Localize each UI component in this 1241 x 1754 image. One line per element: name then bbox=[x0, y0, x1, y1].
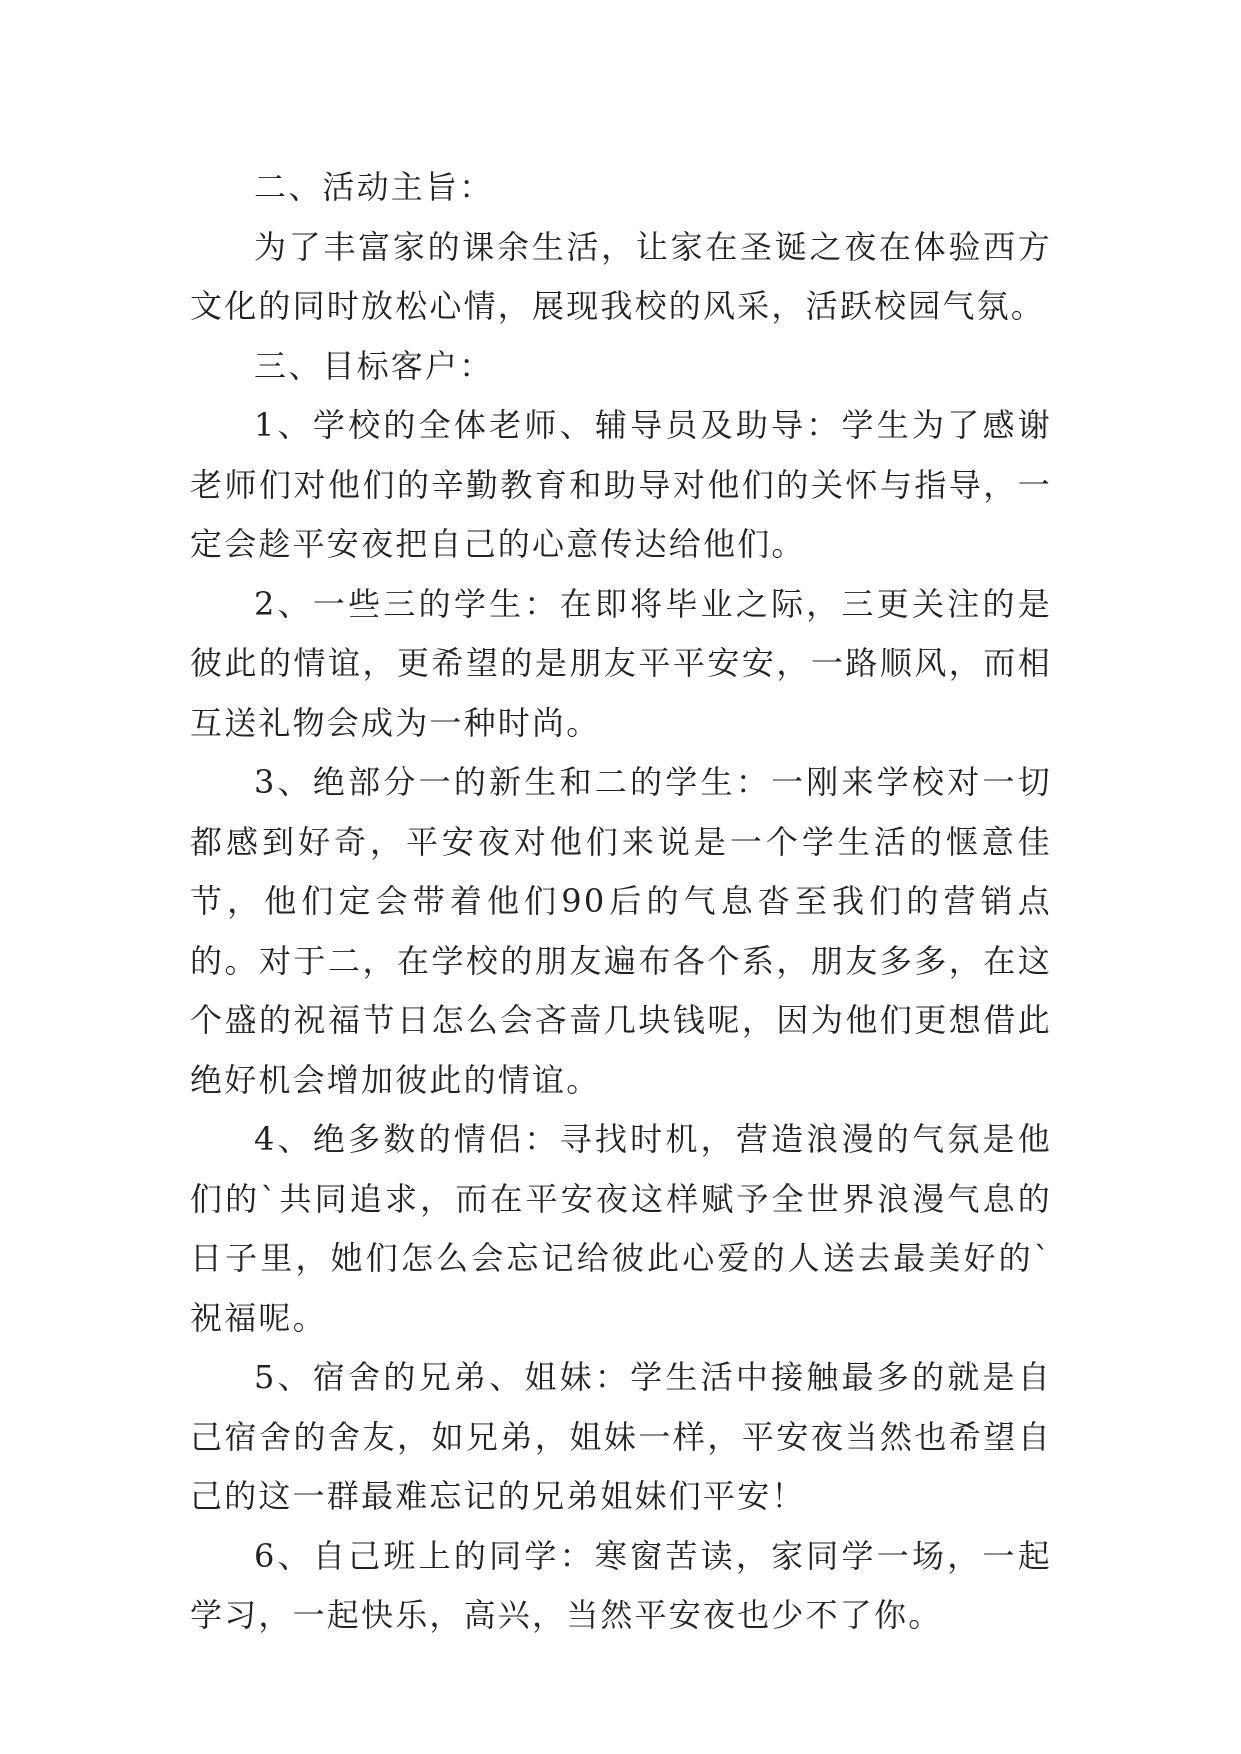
paragraph-purpose: 为了丰富家的课余生活，让家在圣诞之夜在体验西方文化的同时放松心情，展现我校的风采，活跃校园气氛。 bbox=[190, 227, 1052, 325]
paragraph-item-2: 2、一些三的学生：在即将毕业之际，三更关注的是彼此的情谊，更希望的是朋友平平安安，一路顺风，而相互送礼物会成为一种时尚。 bbox=[190, 584, 1052, 742]
section-heading-target-customers: 三、目标客户： bbox=[254, 346, 494, 385]
document-body bbox=[190, 158, 1052, 1646]
section-heading-purpose: 二、活动主旨： bbox=[254, 168, 494, 206]
paragraph-item-1: 1、学校的全体老师、辅导员及助导：学生为了感谢老师们对他们的辛勤教育和助导对他们的关怀与指导，一定会趁平安夜把自己的心意传达给他们。 bbox=[190, 406, 1052, 563]
paragraph-item-4: 4、绝多数的情侣：寻找时机，营造浪漫的气氛是他们的`共同追求，而在平安夜这样赋予全世界浪漫气息的日子里，她们怎么会忘记给彼此心爱的人送去最美好的`祝福呢。 bbox=[190, 1120, 1052, 1337]
paragraph-item-6: 6、自己班上的同学：寒窗苦读，家同学一场，一起学习，一起快乐，高兴，当然平安夜也少不了你。 bbox=[190, 1536, 1052, 1634]
paragraph-item-3: 3、绝部分一的新生和二的学生：一刚来学校对一切都感到好奇，平安夜对他们来说是一个学生活的惬意佳节，他们定会带着他们90后的气息沓至我们的营销点的。对于二，在学校的朋友遍布各个系，朋友多多，在这个盛的祝福节日怎么会吝啬几块钱呢，因为他们更想借此绝好机会增加彼此的情谊。 bbox=[190, 763, 1052, 1099]
paragraph-item-5: 5、宿舍的兄弟、姐妹：学生活中接触最多的就是自己宿舍的舍友，如兄弟，姐妹一样，平安夜当然也希望自己的这一群最难忘记的兄弟姐妹们平安！ bbox=[190, 1358, 1052, 1515]
